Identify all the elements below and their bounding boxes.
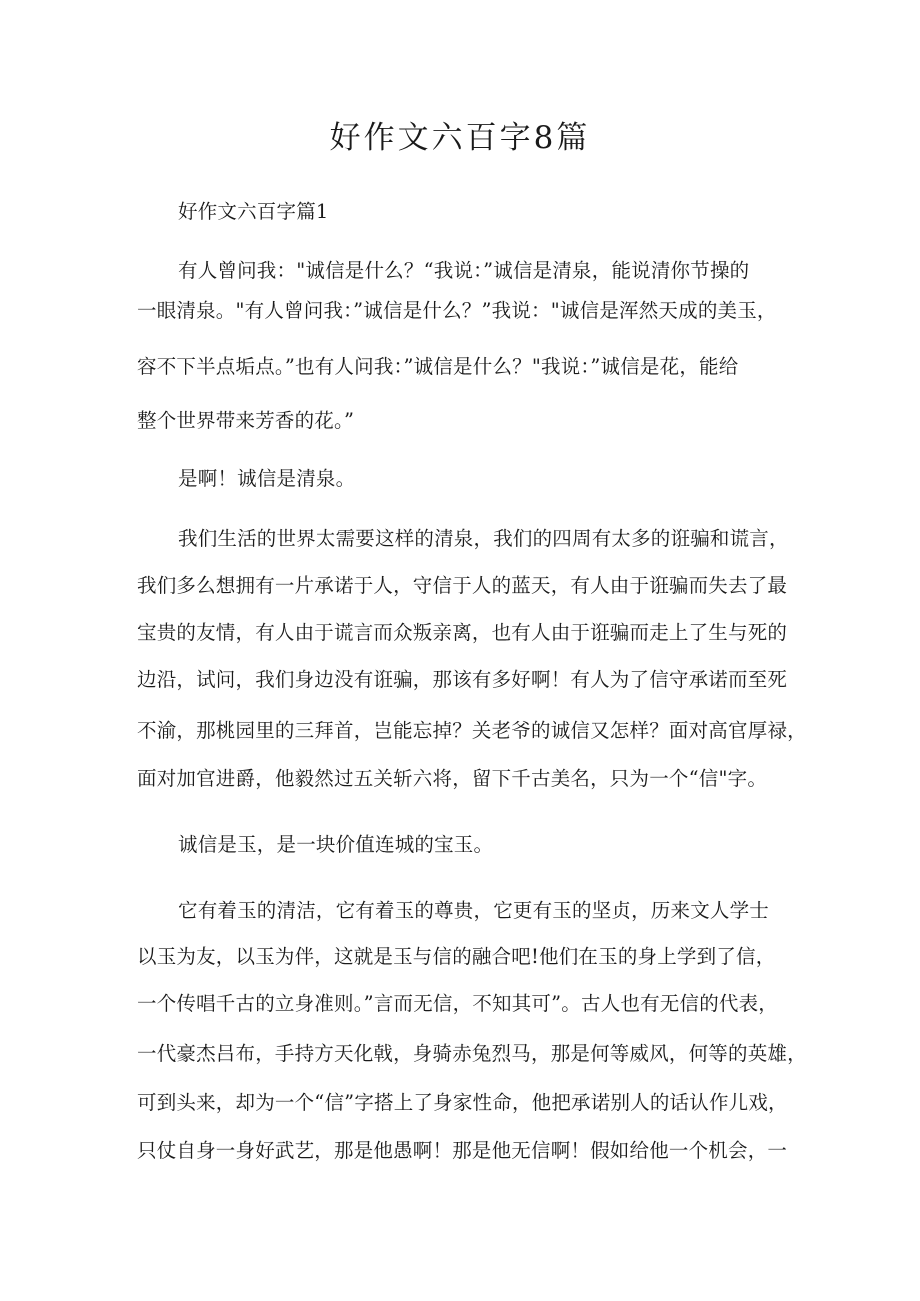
paragraph-line: 面对加官进爵，他毅然过五关斩六将，留下千古美名，只为一个“信"字。 [137, 767, 768, 790]
paragraph-line: 可到头来，却为一个“信”字搭上了身家性命，他把承诺别人的话认作儿戏， [137, 1091, 788, 1114]
document-title: 好作文六百字8篇 [329, 120, 591, 156]
paragraph-line: 边沿，试问，我们身边没有诳骗，那该有多好啊！有人为了信守承诺而至死 [137, 668, 788, 691]
paragraph-line: 只仗自身一身好武艺，那是他愚啊！那是他无信啊！假如给他一个机会，一 [137, 1139, 788, 1162]
paragraph-line: 以玉为友，以玉为伴，这就是玉与信的融合吧!他们在玉的身上学到了信， [137, 945, 776, 968]
paragraph-line: 有人曾问我："诚信是什么？“我说：”诚信是清泉，能说清你节操的 [178, 259, 750, 282]
paragraph-line: 我们多么想拥有一片承诺于人，守信于人的蓝天，有人由于诳骗而失去了最 [137, 574, 788, 597]
paragraph-line: 整个世界带来芳香的花。” [137, 409, 355, 432]
paragraph-line: 它有着玉的清洁，它有着玉的尊贵，它更有玉的坚贞，历来文人学士 [178, 899, 770, 922]
paragraph-line: 诚信是玉，是一块价值连城的宝玉。 [178, 833, 494, 856]
paragraph-line: 是啊！诚信是清泉。 [178, 467, 356, 490]
section-heading: 好作文六百字篇1 [178, 200, 329, 223]
paragraph-line: 不渝，那桃园里的三拜首，岂能忘掉？关老爷的诚信又怎样？面对高官厚禄， [137, 719, 807, 742]
paragraph-line: 宝贵的友情，有人由于谎言而众叛亲离，也有人由于诳骗而走上了生与死的 [137, 621, 788, 644]
paragraph-line: 我们生活的世界太需要这样的清泉，我们的四周有太多的诳骗和谎言， [178, 527, 789, 550]
paragraph-line: 一个传唱千古的立身准则。”言而无信，不知其可”。古人也有无信的代表， [137, 992, 778, 1015]
paragraph-line: 一代豪杰吕布，手持方天化戟，身骑赤兔烈马，那是何等威风，何等的英雄， [137, 1042, 807, 1065]
paragraph-line: 一眼清泉。"有人曾问我：”诚信是什么？”我说："诚信是浑然天成的美玉， [137, 299, 777, 322]
paragraph-line: 容不下半点垢点。”也有人问我：”诚信是什么？"我说：”诚信是花，能给 [137, 355, 739, 378]
